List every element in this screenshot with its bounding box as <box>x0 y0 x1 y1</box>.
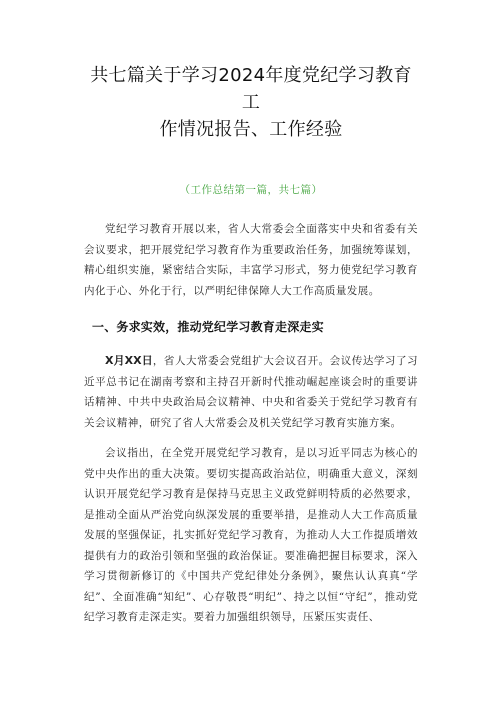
title-line-2: 作情况报告、工作经验 <box>159 119 343 140</box>
paragraph-meeting-points: 会议指出，在全党开展党纪学习教育，是以习近平同志为核心的党中央作出的重大决策。要切实提高政治站位，明确重大意义，深刻认识开展党纪学习教育是保持马克思主义政党鲜明特质的必然要求，是推动全面从严治党向纵深发展的重要举措，是推动人大工作高质量发展的坚强保证，扎实抓好党纪学习教育，为推动人大工作提质增效提供有力的政治引领和坚强的政治保证。要准确把握目标要求，深入学习贯彻新修订的《中国共产党纪律处分条例》，聚焦认认真真“学纪”、全面准确“知纪”、心存敬畏“明纪”、持之以恒“守纪”，推动党纪学习教育走深走实。要着力加强组织领导，压紧压实责任、 <box>84 447 418 623</box>
paragraph-date-lead: X月XX日 <box>105 354 153 367</box>
paragraph-meeting <box>84 351 418 433</box>
paragraph-meeting-body: ，省人大常委会党组扩大会议召开。会议传达学习了习近平总书记在湖南考察和主持召开新时代推动崛起座谈会时的重要讲话精神、中共中央政治局会议精神、中央和省委关于党纪学习教育有关会议精神，研究了省人大常委会及机关党纪学习教育实施方案。 <box>84 355 418 429</box>
title-line-1: 共七篇关于学习2024年度党纪学习教育工 <box>90 65 412 113</box>
document-title <box>84 62 418 143</box>
section-heading: 一、务求实效，推动党纪学习教育走深走实 <box>92 320 324 334</box>
paragraph-intro: 党纪学习教育开展以来，省人大常委会全面落实中央和省委有关会议要求，把开展党纪学习教育作为重要政治任务，加强统筹谋划，精心组织实施，紧密结合实际，丰富学习形式，努力使党纪学习教育内化于心、外化于行，以严明纪律保障人大工作高质量发展。 <box>84 223 418 297</box>
document-subtitle: （工作总结第一篇，共七篇） <box>179 184 323 196</box>
